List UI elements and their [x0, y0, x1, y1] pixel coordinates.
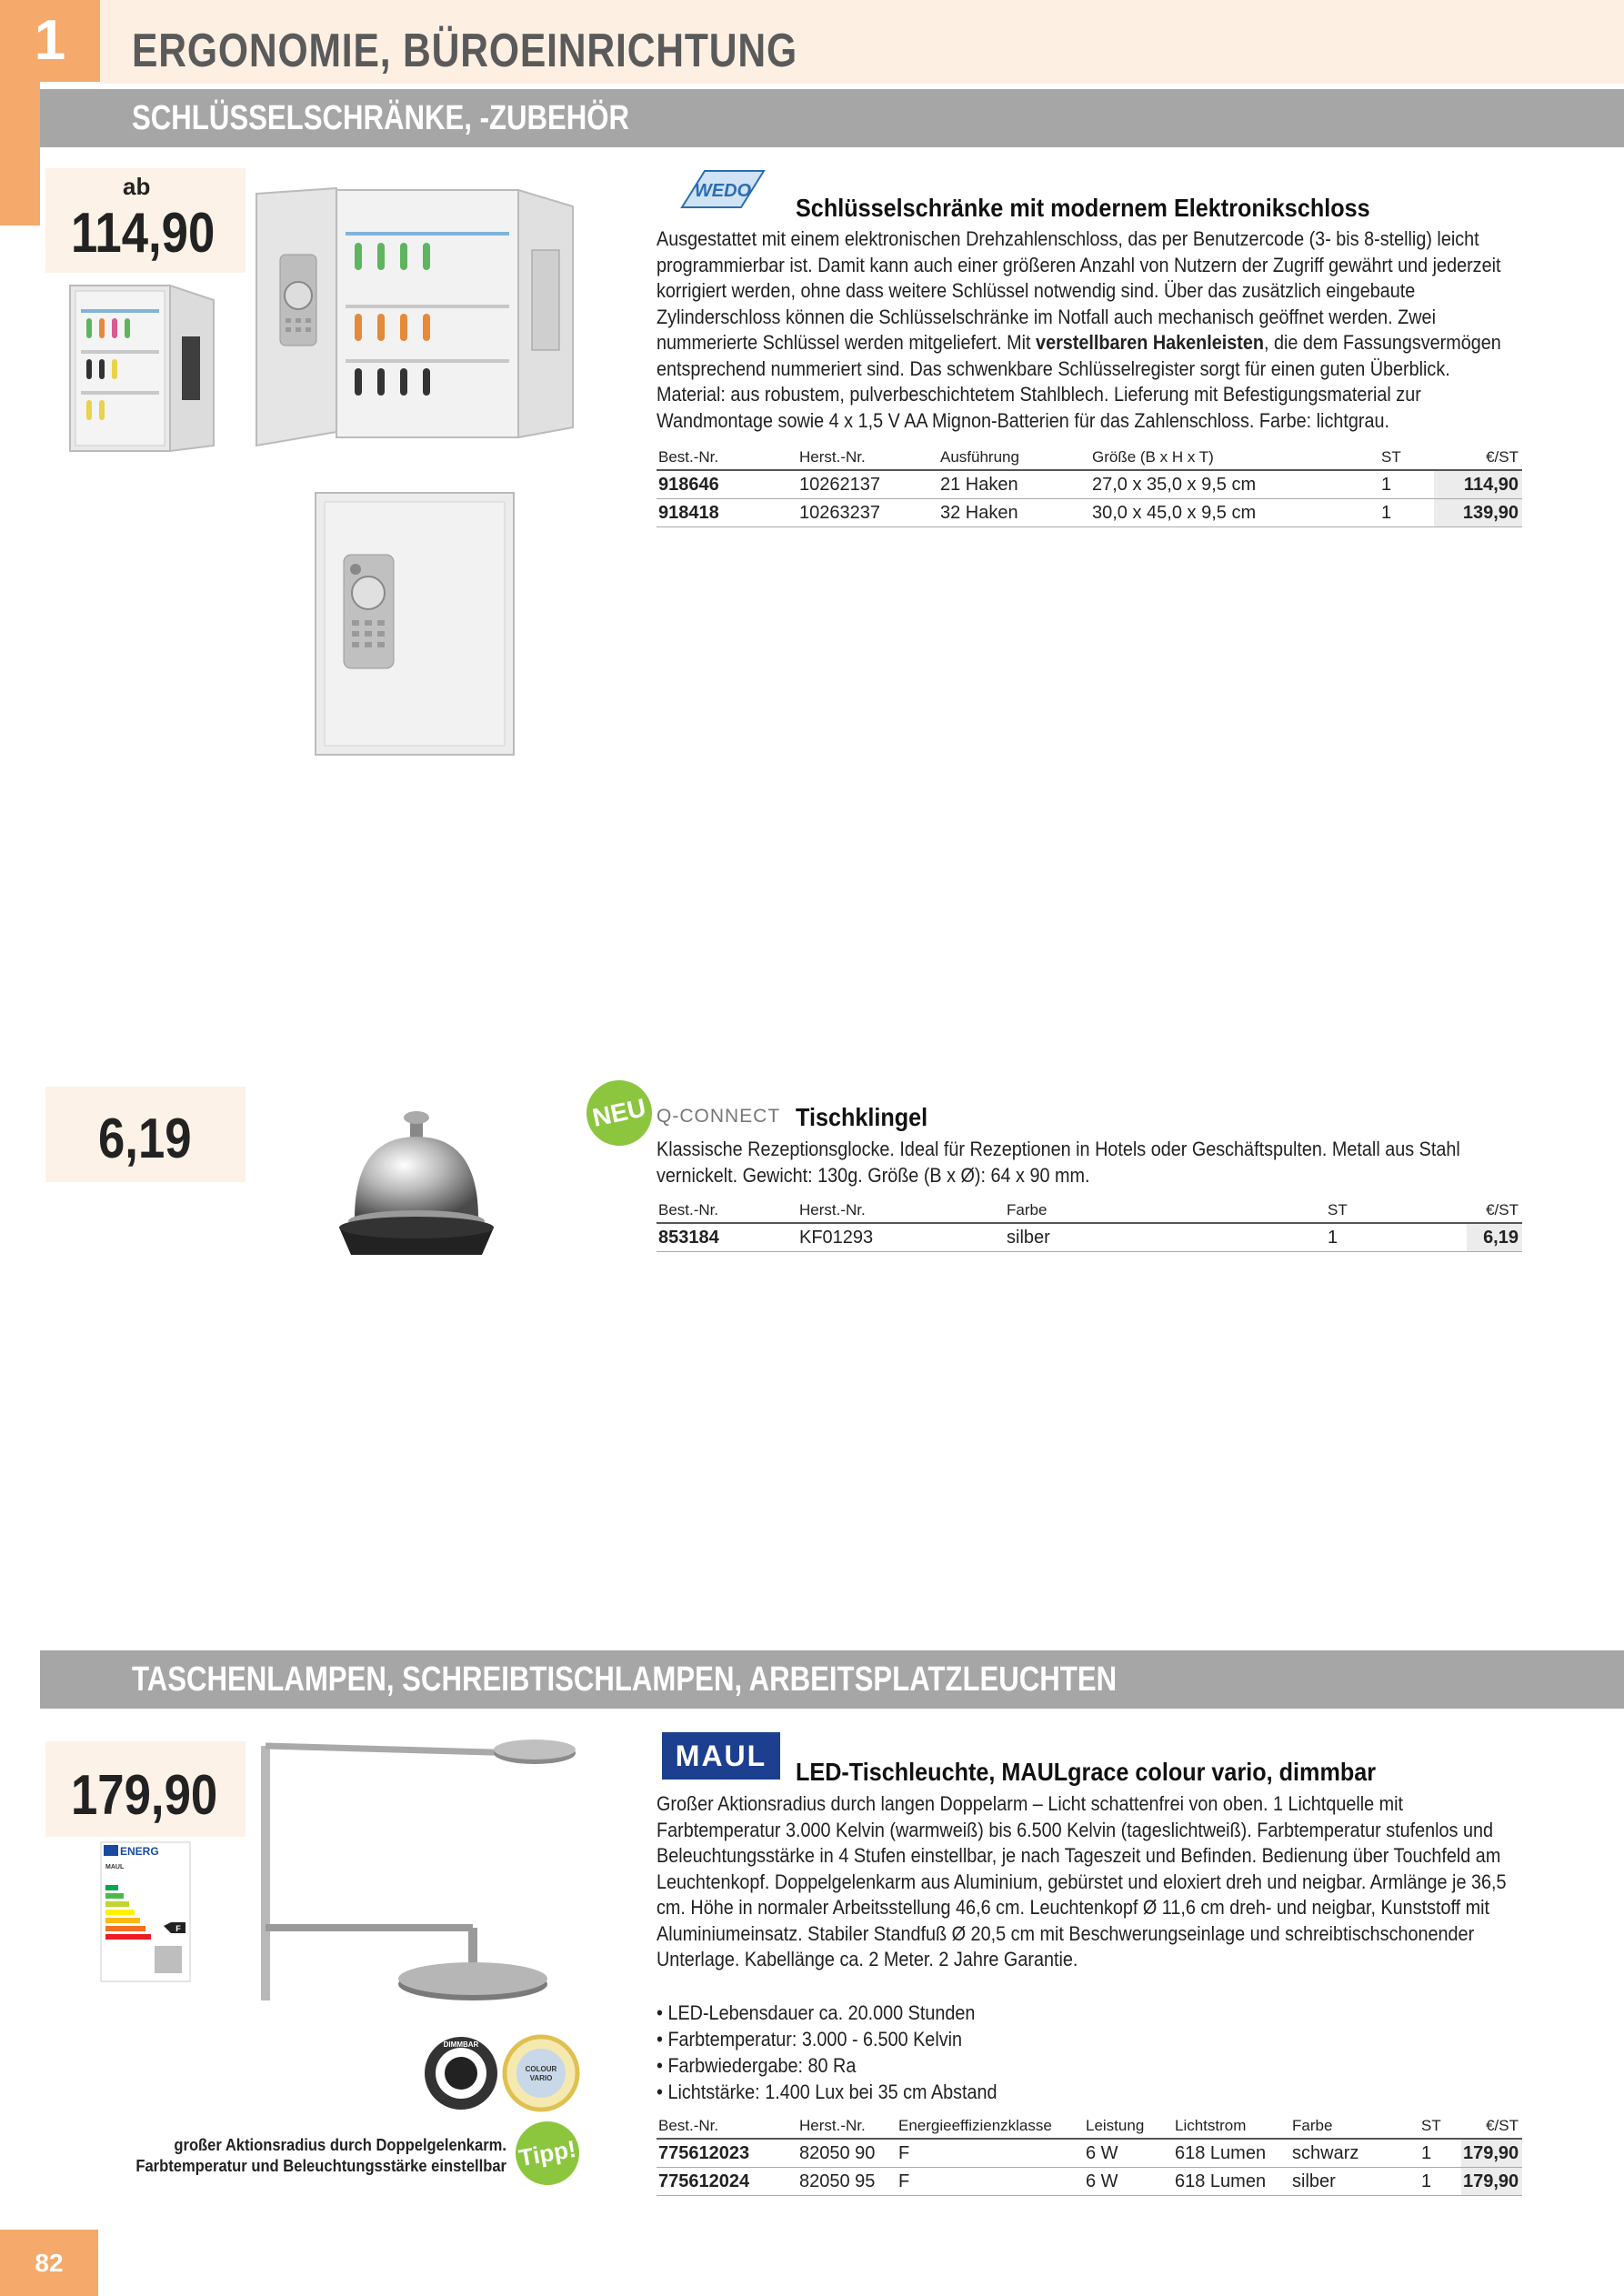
colour-label-2: VARIO	[529, 2074, 553, 2082]
bell-desc-text: Klassische Rezeptionsglocke. Ideal für Rezeptionen in Hotels oder Geschäftspulten. Metall aus Stahl vernickelt. Gewicht: 130g. Größe (B x Ø): 64 x 90 mm.	[657, 1138, 1460, 1187]
col-header: €/ST	[1461, 2114, 1522, 2139]
power: 6 W	[1084, 2168, 1173, 2196]
energy-label-header: ENERG	[120, 1845, 159, 1858]
led-desk-lamp-image	[246, 1728, 591, 2028]
chapter-side-strip	[0, 82, 40, 226]
table-row	[657, 470, 1522, 499]
new-badge: NEU	[580, 1074, 657, 1151]
unit-price: 114,90	[1434, 470, 1522, 499]
product-title-key-cabinet: Schlüsselschränke mit modernem Elektronikschloss	[796, 194, 1370, 222]
list-item: • Lichtstärke: 1.400 Lux bei 35 cm Abstand	[657, 2079, 997, 2105]
col-header: Leistung	[1084, 2114, 1173, 2139]
product-title-bell: Tischklingel	[796, 1103, 928, 1131]
price: 114,90	[71, 202, 216, 265]
color: silber	[1005, 1223, 1326, 1252]
col-header: Ausführung	[938, 446, 1090, 470]
order-number[interactable]: 918646	[657, 470, 797, 499]
table-row	[657, 499, 1522, 527]
list-item: • Farbwiedergabe: 80 Ra	[657, 2052, 997, 2079]
section-title-lamps: TASCHENLAMPEN, SCHREIBTISCHLAMPEN, ARBEITSPLATZLEUCHTEN	[132, 1660, 1118, 1699]
list-item: • LED-Lebensdauer ca. 20.000 Stunden	[657, 2000, 997, 2026]
product-description-led-lamp	[657, 1791, 1516, 1973]
col-header: ST	[1326, 1198, 1467, 1223]
table-header-row	[657, 2114, 1522, 2139]
col-header: Farbe	[1005, 1198, 1326, 1223]
price-prefix: ab	[123, 173, 151, 200]
color: schwarz	[1290, 2139, 1419, 2168]
key-cabinet-open-large-image	[255, 186, 586, 450]
unit-price: 139,90	[1434, 499, 1522, 527]
desk-bell-image	[323, 1105, 518, 1264]
lamp-caption	[72, 2135, 506, 2177]
power: 6 W	[1084, 2139, 1173, 2168]
table-header-row	[657, 1198, 1522, 1223]
manufacturer-number: KF01293	[797, 1223, 1005, 1252]
product-title-led-lamp: LED-Tischleuchte, MAULgrace colour vario, dimmbar	[796, 1758, 1377, 1786]
color: silber	[1290, 2168, 1419, 2196]
col-header: Best.-Nr.	[657, 2114, 797, 2139]
unit: 1	[1379, 470, 1434, 499]
unit: 1	[1419, 2168, 1461, 2196]
order-number[interactable]: 775612023	[657, 2139, 797, 2168]
energy-label-brand: MAUL	[105, 1864, 125, 1870]
unit: 1	[1419, 2139, 1461, 2168]
price: 179,90	[71, 1764, 218, 1827]
q-connect-brand-logo: Q-CONNECT	[657, 1106, 781, 1127]
desc-part1: Ausgestattet mit einem elektronischen Drehzahlenschloss, das per Benutzercode (3- bis 8-stellig) leicht programmierbar ist. Damit kann auch einer größeren Anzahl von Nutzern der Zugriff gewährt und jederzeit korrigiert werden, ohne dass weitere Schlüssel notwendig sind. Über das zusätzlich eingebaute Zylinderschloss können die Schlüsselschränke im Notfall auch mechanisch geöffnet werden. Zwei nummerierte Schlüssel werden mitgeliefert. Mit	[657, 227, 1501, 354]
energy-class-letter: F	[175, 1924, 181, 1933]
caption-line-1: großer Aktionsradius durch Doppelgelenkarm.	[174, 2136, 506, 2154]
col-header: €/ST	[1434, 446, 1522, 470]
col-header: Best.-Nr.	[657, 446, 797, 470]
section-title-key-cabinets: SCHLÜSSELSCHRÄNKE, -ZUBEHÖR	[132, 99, 630, 137]
lamp-desc-text: Großer Aktionsradius durch langen Doppelarm – Licht schattenfrei von oben. 1 Lichtquelle mit Farbtemperatur 3.000 Kelvin (warmweiß) bis 6.500 Kelvin (tageslichtweiß). Farbtemperatur stufenlos und Beleuchtungsstärke in 4 Stufen einstellbar, je nach Tageszeit und Befinden. Bedienung über Touchfeld am Leuchtenkopf. Doppelgelenkarm aus Aluminium, gebürstet und eloxiert dreh und neigbar. Armlänge je 36,5 cm. Höhe in normaler Arbeitsstellung 46,6 cm. Leuchtenkopf Ø 11,6 cm dreh- und neigbar, Kunststoff mit Aluminiumeinsatz. Stabiler Standfuß Ø 20,5 cm mit Beschwerungseinlage und schreibtischschonender Unterlage. Kabellänge ca. 2 Meter. 2 Jahre Garantie.	[657, 1792, 1507, 1970]
col-header: ST	[1419, 2114, 1461, 2139]
manufacturer-number: 82050 90	[797, 2139, 897, 2168]
maul-brand-logo: MAUL	[662, 1732, 780, 1780]
order-number[interactable]: 853184	[657, 1223, 797, 1252]
manufacturer-number: 10263237	[797, 499, 938, 527]
col-header: Größe (B x H x T)	[1090, 446, 1379, 470]
product-description-bell	[657, 1137, 1516, 1188]
wedo-logo-text: WEDO	[694, 181, 752, 201]
size: 27,0 x 35,0 x 9,5 cm	[1090, 470, 1379, 499]
order-number[interactable]: 918418	[657, 499, 797, 527]
col-header: Herst.-Nr.	[797, 2114, 897, 2139]
product-description-key-cabinet	[657, 226, 1516, 434]
dimmer-label: DIMMBAR	[443, 2040, 479, 2049]
tip-badge: Tipp!	[510, 2116, 584, 2190]
col-header: ST	[1379, 446, 1434, 470]
energy-class: F	[897, 2168, 1084, 2196]
size: 30,0 x 45,0 x 9,5 cm	[1090, 499, 1379, 527]
col-header: Herst.-Nr.	[797, 446, 938, 470]
order-number[interactable]: 775612024	[657, 2168, 797, 2196]
unit-price: 179,90	[1461, 2139, 1522, 2168]
table-row	[657, 1223, 1522, 1252]
col-header: Best.-Nr.	[657, 1198, 797, 1223]
col-header: €/ST	[1467, 1198, 1522, 1223]
page-number: 82	[0, 2230, 98, 2296]
variant: 21 Haken	[938, 470, 1090, 499]
energy-label-image	[100, 1841, 191, 1982]
chapter-number-tab: 1	[0, 0, 100, 82]
luminous-flux: 618 Lumen	[1173, 2168, 1290, 2196]
key-cabinet-closed-image	[314, 491, 518, 759]
col-header: Lichtstrom	[1173, 2114, 1290, 2139]
key-cabinet-table	[657, 446, 1522, 527]
energy-class: F	[897, 2139, 1084, 2168]
unit: 1	[1379, 499, 1434, 527]
unit-price: 6,19	[1467, 1223, 1522, 1252]
desc-part2: , die dem Fassungsvermögen entsprechend nummeriert sind. Das schwenkbare Schlüsselregister sorgt für einen guten Überblick. Material: aus robustem, pulverbeschichtetem Stahlblech. Lieferung mit Befestigungsmaterial zur Wandmontage sowie 4 x 1,5 V AA Mignon-Batterien für das Zahlenschloss. Farbe: lichtgrau.	[657, 331, 1501, 432]
list-item: • Farbtemperatur: 3.000 - 6.500 Kelvin	[657, 2026, 997, 2052]
table-row	[657, 2168, 1522, 2196]
feature-list	[657, 2000, 997, 2105]
luminous-flux: 618 Lumen	[1173, 2139, 1290, 2168]
bell-table	[657, 1198, 1522, 1252]
col-header: Farbe	[1290, 2114, 1419, 2139]
unit: 1	[1326, 1223, 1467, 1252]
col-header: Herst.-Nr.	[797, 1198, 1005, 1223]
desc-bold: verstellbaren Hakenleisten	[1036, 331, 1264, 354]
caption-line-2: Farbtemperatur und Beleuchtungsstärke einstellbar	[135, 2157, 506, 2175]
variant: 32 Haken	[938, 499, 1090, 527]
key-cabinet-open-small-image	[68, 282, 218, 455]
col-header: Energieeffizienzklasse	[897, 2114, 1084, 2139]
price: 6,19	[98, 1108, 192, 1170]
unit-price: 179,90	[1461, 2168, 1522, 2196]
manufacturer-number: 82050 95	[797, 2168, 897, 2196]
led-lamp-table	[657, 2114, 1522, 2196]
wedo-brand-logo	[677, 166, 768, 212]
dimmer-colour-icons	[423, 2032, 586, 2114]
manufacturer-number: 10262137	[797, 470, 938, 499]
page-title: ERGONOMIE, BÜROEINRICHTUNG	[132, 25, 798, 77]
table-header-row	[657, 446, 1522, 470]
table-row	[657, 2139, 1522, 2168]
colour-label-1: COLOUR	[525, 2065, 557, 2073]
